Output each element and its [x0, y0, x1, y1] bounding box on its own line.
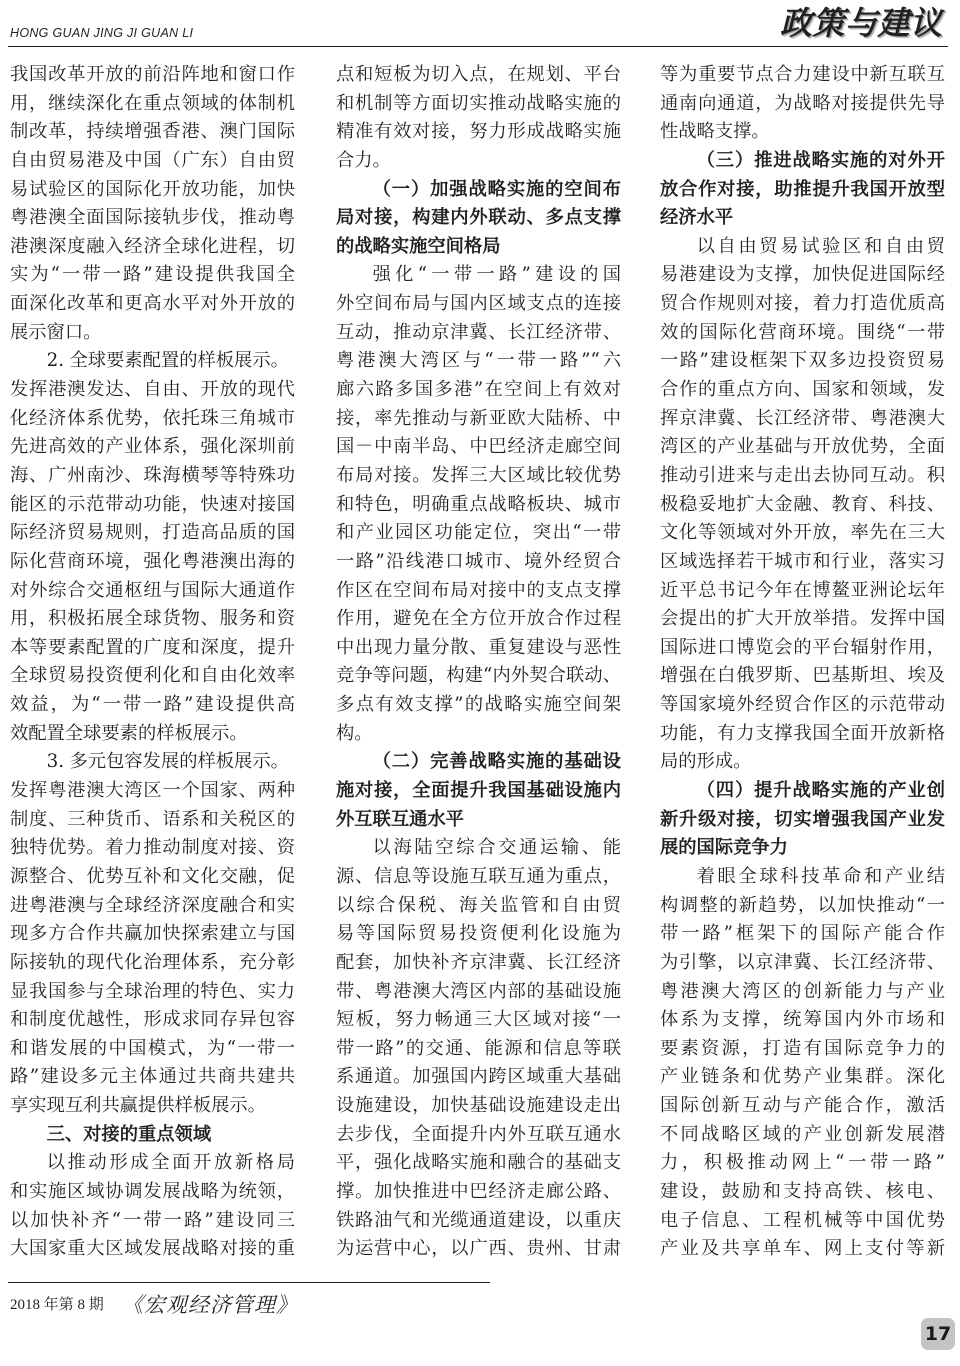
- text-column-3: [660, 61, 945, 1264]
- text-line: 配套，加快补齐京津冀、长江经济: [336, 951, 621, 973]
- text-line: 制改革，持续增强香港、澳门国际: [10, 121, 295, 143]
- text-line: 作区在空间布局对接中的支点支撑: [336, 579, 621, 601]
- page-number-badge: 17: [921, 1318, 955, 1350]
- subsection-heading: [336, 176, 621, 262]
- text-line: 独特优势。着力推动制度对接、资: [10, 837, 295, 859]
- text-line: 构调整的新趋势，以加快推动“一: [660, 894, 945, 916]
- text-line: 近平总书记今年在博鳌亚洲论坛年: [660, 579, 945, 601]
- text-line: 港澳深度融入经济全球化进程，切: [10, 235, 295, 257]
- text-line: 平，强化战略实施和融合的基础支: [336, 1152, 621, 1174]
- text-line: 易试验区的国际化开放功能，加快: [10, 178, 295, 200]
- text-line: 合作的重点方向、国家和领域，发: [660, 379, 945, 401]
- text-line: 作用，避免在全方位开放合作过程: [336, 608, 621, 630]
- text-line: 会提出的扩大开放举措。发挥中国: [660, 608, 945, 630]
- text-line: 多点有效支撑”的战略实施空间架: [336, 694, 621, 716]
- subsection-heading-line: （一）加强战略实施的空间布: [372, 178, 621, 200]
- text-line: 带一路”的交通、能源和信息等联: [336, 1037, 621, 1059]
- text-line: 自由贸易港及中国（广东）自由贸: [10, 149, 295, 171]
- text-line: 为引擎，以京津冀、长江经济带、: [660, 951, 945, 973]
- text-line: 用，继续深化在重点领域的体制机: [10, 92, 295, 114]
- subsection-heading-line: （二）完善战略实施的基础设: [372, 751, 621, 773]
- text-line: 产业链条和优势产业集群。深化: [660, 1066, 945, 1088]
- text-line: 外空间布局与国内区域支点的连接: [336, 293, 621, 315]
- text-line: 本等要素配置的广度和深度，提升: [10, 636, 295, 658]
- text-line: 现多方合作共赢加快探索建立与国: [10, 923, 295, 945]
- text-line: 和产业园区功能定位，突出“一带: [336, 522, 621, 544]
- text-line: 国－中南半岛、中巴经济走廊空间: [336, 436, 621, 458]
- paragraph: [660, 863, 945, 1264]
- text-line: 设施建设，加快基础设施建设走出: [336, 1095, 621, 1117]
- text-line: 全球贸易投资便利化和自由化效率: [10, 665, 295, 687]
- text-line: 体系为支撑，统筹国内外市场和: [660, 1009, 945, 1031]
- text-line: 发挥粤港澳大湾区一个国家、两种: [10, 780, 295, 802]
- text-line: 布局对接。发挥三大区域比较优势: [336, 464, 621, 486]
- text-line: 区域选择若干城市和行业，落实习: [660, 550, 945, 572]
- text-line: 以海陆空综合交通运输、能: [372, 837, 621, 859]
- journal-title: 《宏观经济管理》: [122, 1293, 298, 1317]
- text-line: 湾区的产业基础与开放优势，全面: [660, 436, 945, 458]
- text-line: 一路”沿线港口城市、境外经贸合: [336, 550, 621, 572]
- text-line: 文化等领域对外开放，率先在三大: [660, 522, 945, 544]
- subsection-heading: [660, 147, 945, 233]
- text-line: 际接轨的现代化治理体系，充分彰: [10, 951, 295, 973]
- point-number: 2.: [46, 350, 65, 372]
- text-line: 带一路”框架下的国际产能合作: [660, 923, 945, 945]
- subsection-heading: [660, 777, 945, 863]
- header-divider: [8, 46, 948, 47]
- paragraph: [336, 834, 621, 1264]
- text-column-1: [10, 61, 295, 1264]
- text-line: 国际进口博览会的平台辐射作用，: [660, 636, 945, 658]
- text-line: 展示窗口。: [10, 321, 102, 343]
- text-line: 我国改革开放的前沿阵地和窗口作: [10, 64, 295, 85]
- text-line: 精准有效对接，努力形成战略实施: [336, 121, 621, 143]
- text-line: 点和短板为切入点，在规划、平台: [336, 64, 621, 85]
- text-line: 际化营商环境，强化粤港澳出海的: [10, 550, 295, 572]
- text-line: 推动引进来与走出去协同互动。积: [660, 464, 945, 486]
- subsection-heading-line: 经济水平: [660, 207, 734, 229]
- text-line: 和谐发展的中国模式，为“一带一: [10, 1037, 295, 1059]
- section-heading-text: 三、对接的重点领域: [46, 1123, 212, 1145]
- numbered-point: [10, 347, 295, 748]
- text-line: 不同战略区域的产业创新发展潜: [660, 1123, 945, 1145]
- text-line: 廊六路多国多港”在空间上有效对: [336, 379, 621, 401]
- text-line: 路”建设多元主体通过共商共建共: [10, 1066, 295, 1088]
- paragraph: [10, 1149, 295, 1264]
- text-line: 享实现互利共赢提供样板展示。: [10, 1095, 266, 1117]
- text-line: 极稳妥地扩大金融、教育、科技、: [660, 493, 945, 515]
- text-line: 化经济体系优势，依托珠三角城市: [10, 407, 295, 429]
- subsection-heading: [336, 748, 621, 834]
- text-line: 去步伐，全面提升内外互联互通水: [336, 1123, 621, 1145]
- text-line: 通南向通道，为战略对接提供先导: [660, 92, 945, 114]
- subsection-heading-line: 的战略实施空间格局: [336, 235, 501, 257]
- section-heading: [10, 1121, 295, 1150]
- text-line: 铁路油气和光缆通道建设，以重庆: [336, 1209, 621, 1231]
- point-heading: [10, 748, 295, 777]
- text-line: 易等国际贸易投资便利化设施为: [336, 923, 621, 945]
- text-line: 粤港澳大湾区的创新能力与产业: [660, 980, 945, 1002]
- subsection-heading-line: 外互联互通水平: [336, 808, 464, 830]
- text-line: 国际创新互动与产能合作，激活: [660, 1095, 945, 1117]
- text-line: 粤港澳全面国际接轨步伐，推动粤: [10, 207, 295, 229]
- section-title: 政策与建议: [780, 4, 943, 42]
- point-heading: [10, 347, 295, 376]
- text-line: 挥京津冀、长江经济带、粤港澳大: [660, 407, 945, 429]
- text-line: 以推动形成全面开放新格局: [46, 1152, 295, 1174]
- text-line: 发挥港澳发达、自由、开放的现代: [10, 379, 295, 401]
- issue-label: 2018 年第 8 期: [10, 1297, 104, 1313]
- paragraph: [336, 61, 621, 176]
- text-line: 着眼全球科技革命和产业结: [696, 865, 945, 887]
- text-line: 电子信息、工程机械等中国优势: [660, 1209, 945, 1231]
- point-number: 3.: [46, 751, 65, 773]
- subsection-heading-line: 展的国际竞争力: [660, 837, 788, 859]
- text-line: 为运营中心，以广西、贵州、甘肃: [336, 1238, 621, 1260]
- subsection-heading-line: 施对接，全面提升我国基础设施内: [336, 780, 621, 802]
- subsection-heading-line: 局对接，构建内外联动、多点支撑: [336, 207, 621, 229]
- paragraph: [336, 261, 621, 748]
- text-line: 接，率先推动与新亚欧大陆桥、中: [336, 407, 621, 429]
- text-line: 带、粤港澳大湾区内部的基础设施: [336, 980, 621, 1002]
- text-line: 和机制等方面切实推动战略实施的: [336, 92, 621, 114]
- text-line: 实为“一带一路”建设提供我国全: [10, 264, 295, 286]
- text-line: 以综合保税、海关监管和自由贸: [336, 894, 621, 916]
- text-line: 际经济贸易规则，打造高品质的国: [10, 522, 295, 544]
- text-line: 和特色，明确重点战略板块、城市: [336, 493, 621, 515]
- paragraph: [10, 61, 295, 347]
- text-line: 合力。: [336, 149, 391, 171]
- footer-divider: [8, 1282, 490, 1283]
- text-line: 效配置全球要素的样板展示。: [10, 722, 248, 744]
- text-line: 等为重要节点合力建设中新互联互: [660, 64, 945, 85]
- text-line: 构。: [336, 722, 373, 744]
- text-line: 能区的示范带动功能，快速对接国: [10, 493, 295, 515]
- text-line: 建设，鼓励和支持高铁、核电、: [660, 1180, 945, 1202]
- text-line: 易港建设为支撑，加快促进国际经: [660, 264, 945, 286]
- text-line: 贸合作规则对接，着力打造优质高: [660, 293, 945, 315]
- paragraph: [660, 233, 945, 777]
- text-line: 以自由贸易试验区和自由贸: [696, 235, 945, 257]
- point-title: 全球要素配置的样板展示。: [69, 350, 289, 372]
- subsection-heading-line: 放合作对接，助推提升我国开放型: [660, 178, 945, 200]
- text-line: 一路”建设框架下双多边投资贸易: [660, 350, 945, 372]
- text-line: 源、信息等设施互联互通为重点，: [336, 865, 621, 887]
- text-line: 互动，推动京津冀、长江经济带、: [336, 321, 621, 343]
- text-line: 力，积极推动网上“一带一路”: [660, 1152, 945, 1174]
- text-line: 竞争等问题，构建“内外契合联动、: [336, 665, 621, 687]
- text-line: 面深化改革和更高水平对外开放的: [10, 293, 295, 315]
- text-line: 性战略支撑。: [660, 121, 770, 143]
- text-line: 以加快补齐“一带一路”建设同三: [10, 1209, 295, 1231]
- subsection-heading-line: （四）提升战略实施的产业创: [696, 780, 945, 802]
- subsection-heading-line: （三）推进战略实施的对外开: [696, 149, 945, 171]
- text-line: 制度、三种货币、语系和关税区的: [10, 808, 295, 830]
- text-line: 要素资源，打造有国际竞争力的: [660, 1037, 945, 1059]
- text-line: 显我国参与全球治理的特色、实力: [10, 980, 295, 1002]
- point-title: 多元包容发展的样板展示。: [69, 751, 289, 773]
- text-line: 大国家重大区域发展战略对接的重: [10, 1238, 295, 1260]
- text-line: 用，积极拓展全球货物、服务和资: [10, 608, 295, 630]
- paragraph: [660, 61, 945, 147]
- text-line: 海、广州南沙、珠海横琴等特殊功: [10, 464, 295, 486]
- text-line: 强化“一带一路”建设的国: [372, 264, 621, 286]
- text-line: 和制度优越性，形成求同存异包容: [10, 1009, 295, 1031]
- text-line: 效益，为“一带一路”建设提供高: [10, 694, 295, 716]
- text-column-2: [336, 61, 621, 1264]
- text-line: 效的国际化营商环境。围绕“一带: [660, 321, 945, 343]
- subsection-heading-line: 新升级对接，切实增强我国产业发: [660, 808, 945, 830]
- text-line: 和实施区域协调发展战略为统领，: [10, 1180, 295, 1202]
- text-line: 粤港澳大湾区与“一带一路”“六: [336, 350, 621, 372]
- text-line: 对外综合交通枢纽与国际大通道作: [10, 579, 295, 601]
- text-line: 短板，努力畅通三大区域对接“一: [336, 1009, 621, 1031]
- text-line: 源整合、优势互补和文化交融，促: [10, 865, 295, 887]
- text-line: 产业及共享单车、网上支付等新: [660, 1238, 945, 1260]
- numbered-point: [10, 748, 295, 1120]
- journal-pinyin-header: HONG GUAN JING JI GUAN LI: [10, 26, 194, 40]
- text-line: 增强在白俄罗斯、巴基斯坦、埃及: [660, 665, 945, 687]
- text-line: 系通道。加强国内跨区域重大基础: [336, 1066, 621, 1088]
- text-line: 先进高效的产业体系，强化深圳前: [10, 436, 295, 458]
- text-line: 中出现力量分散、重复建设与恶性: [336, 636, 621, 658]
- text-line: 功能，有力支撑我国全面开放新格: [660, 722, 945, 744]
- text-line: 局的形成。: [660, 751, 752, 773]
- text-line: 撑。加快推进中巴经济走廊公路、: [336, 1180, 621, 1202]
- text-line: 进粤港澳与全球经济深度融合和实: [10, 894, 295, 916]
- text-line: 等国家境外经贸合作区的示范带动: [660, 694, 945, 716]
